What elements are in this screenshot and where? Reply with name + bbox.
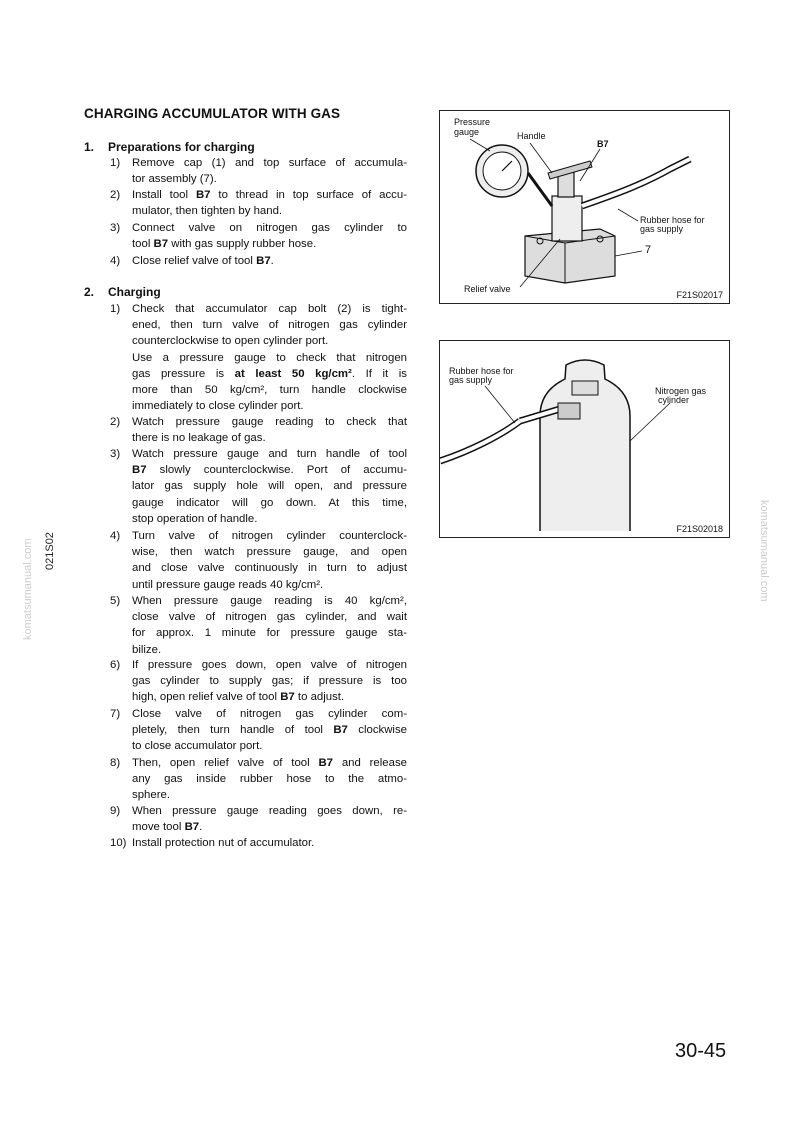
step-line: Then, open relief valve of tool B7 and release [132,757,407,769]
step-line: When pressure gauge reading goes down, re- [132,805,407,817]
step-line: Connect valve on nitrogen gas cylinder to [132,222,407,234]
step-number: 2) [110,416,121,428]
section-heading-charging [84,285,161,299]
step-line: stop operation of handle. [132,512,258,525]
step-line: gauge indicator will go down. At this time, [132,496,407,509]
step-line: Install protection nut of accumulator. [132,837,315,849]
step-line: counterclockwise to open cylinder port. [132,335,329,348]
step-number: 4) [110,530,121,542]
step-line: and close valve continuously in turn to adjust [132,562,407,575]
step-line: Close valve of nitrogen gas cylinder com- [132,708,407,720]
step-line: When pressure gauge reading is 40 kg/cm², [132,595,407,607]
step-line: Turn valve of nitrogen cylinder counterclock- [132,530,407,542]
step-line: bilize. [132,643,162,656]
watermark-left: komatsumanual.com [22,538,34,640]
step-number: 7) [110,708,121,720]
page-number: 30-45 [675,1040,727,1062]
label-seven: 7 [645,244,652,256]
step-line: ened, then turn valve of nitrogen gas cylinder [132,319,407,332]
label-pressure-gauge: Pressure [454,117,491,127]
label-rubber-hose: Rubber hose for [640,215,705,225]
step-number: 4) [110,255,121,267]
step-number: 2) [110,189,121,201]
step-line: any gas inside rubber hose to the atmo- [132,773,407,786]
step-number: 6) [110,659,121,671]
step-line: Check that accumulator cap bolt (2) is tight- [132,303,407,315]
step-line: Watch pressure gauge reading to check that [132,416,407,428]
label-rubber-hose: gas supply [640,224,684,234]
step-line: B7 slowly counterclockwise. Port of accumu- [132,464,407,477]
section-title: Charging [108,285,161,299]
step-line: tool B7 with gas supply rubber hose. [132,238,317,251]
section-title: Preparations for charging [108,140,255,154]
step-line: lator gas supply hole will open, and pressure [132,480,407,493]
label-rubber-hose: Rubber hose for [449,366,514,376]
watermark-right: komatsumanual.com [758,500,770,602]
figure-gauge-tool [439,110,730,304]
step-line: for approx. 1 minute for pressure gauge sta- [132,627,407,640]
step-line: gas cylinder to supply gas; if pressure is too [132,675,407,688]
label-handle: Handle [517,131,546,141]
step-number: 3) [110,222,121,234]
gauge-tool-illustration [440,111,729,303]
step-line: Install tool B7 to thread in top surface of accu- [132,189,408,201]
label-relief-valve: Relief valve [464,284,511,294]
figure-caption: F21S02017 [676,290,723,300]
step-line: until pressure gauge reads 40 kg/cm². [132,578,324,591]
step-number: 1) [110,303,121,315]
step-line: wise, then watch pressure gauge, and open [132,546,407,559]
section-number: 1. [84,140,95,154]
step-number: 9) [110,805,121,817]
step-number: 1) [110,157,121,169]
step-line: mulator, then tighten by hand. [132,205,283,218]
step-line: to close accumulator port. [132,740,263,753]
section-number: 2. [84,285,95,299]
figure-nitrogen-cylinder [439,340,730,538]
step-line: Remove cap (1) and top surface of accumula- [132,157,407,169]
label-b7: B7 [597,139,609,149]
step-line: gas pressure is at least 50 kg/cm². If it is [132,367,407,380]
step-line: Use a pressure gauge to check that nitrogen [132,351,407,364]
label-nitrogen-cylinder: Nitrogen gas [655,386,707,396]
section-heading-preparations [84,140,255,154]
step-line: immediately to close cylinder port. [132,400,304,413]
step-line: If pressure goes down, open valve of nitrogen [132,659,407,671]
label-pressure-gauge: gauge [454,127,480,137]
step-line: move tool B7. [132,821,203,834]
page-title: CHARGING ACCUMULATOR WITH GAS [84,106,341,121]
label-nitrogen-cylinder: cylinder [658,395,690,405]
figure-caption: F21S02018 [676,524,723,534]
step-number: 3) [110,448,121,460]
step-number: 8) [110,757,121,769]
step-line: tor assembly (7). [132,173,217,186]
step-line: high, open relief valve of tool B7 to adjust. [132,691,345,704]
side-code: 021S02 [44,532,56,570]
nitrogen-cylinder-illustration [440,341,729,537]
step-line: Close relief valve of tool B7. [132,255,274,267]
step-line: close valve of nitrogen gas cylinder, and wait [132,611,407,624]
step-line: sphere. [132,789,170,802]
step-line: pletely, then turn handle of tool B7 clockwise [132,724,407,737]
step-number: 5) [110,595,121,607]
step-line: Watch pressure gauge and turn handle of tool [132,448,407,460]
step-number: 10) [110,837,127,849]
step-line: there is no leakage of gas. [132,432,266,445]
label-rubber-hose: gas supply [449,375,493,385]
step-line: more than 50 kg/cm², turn handle clockwise [132,384,407,397]
